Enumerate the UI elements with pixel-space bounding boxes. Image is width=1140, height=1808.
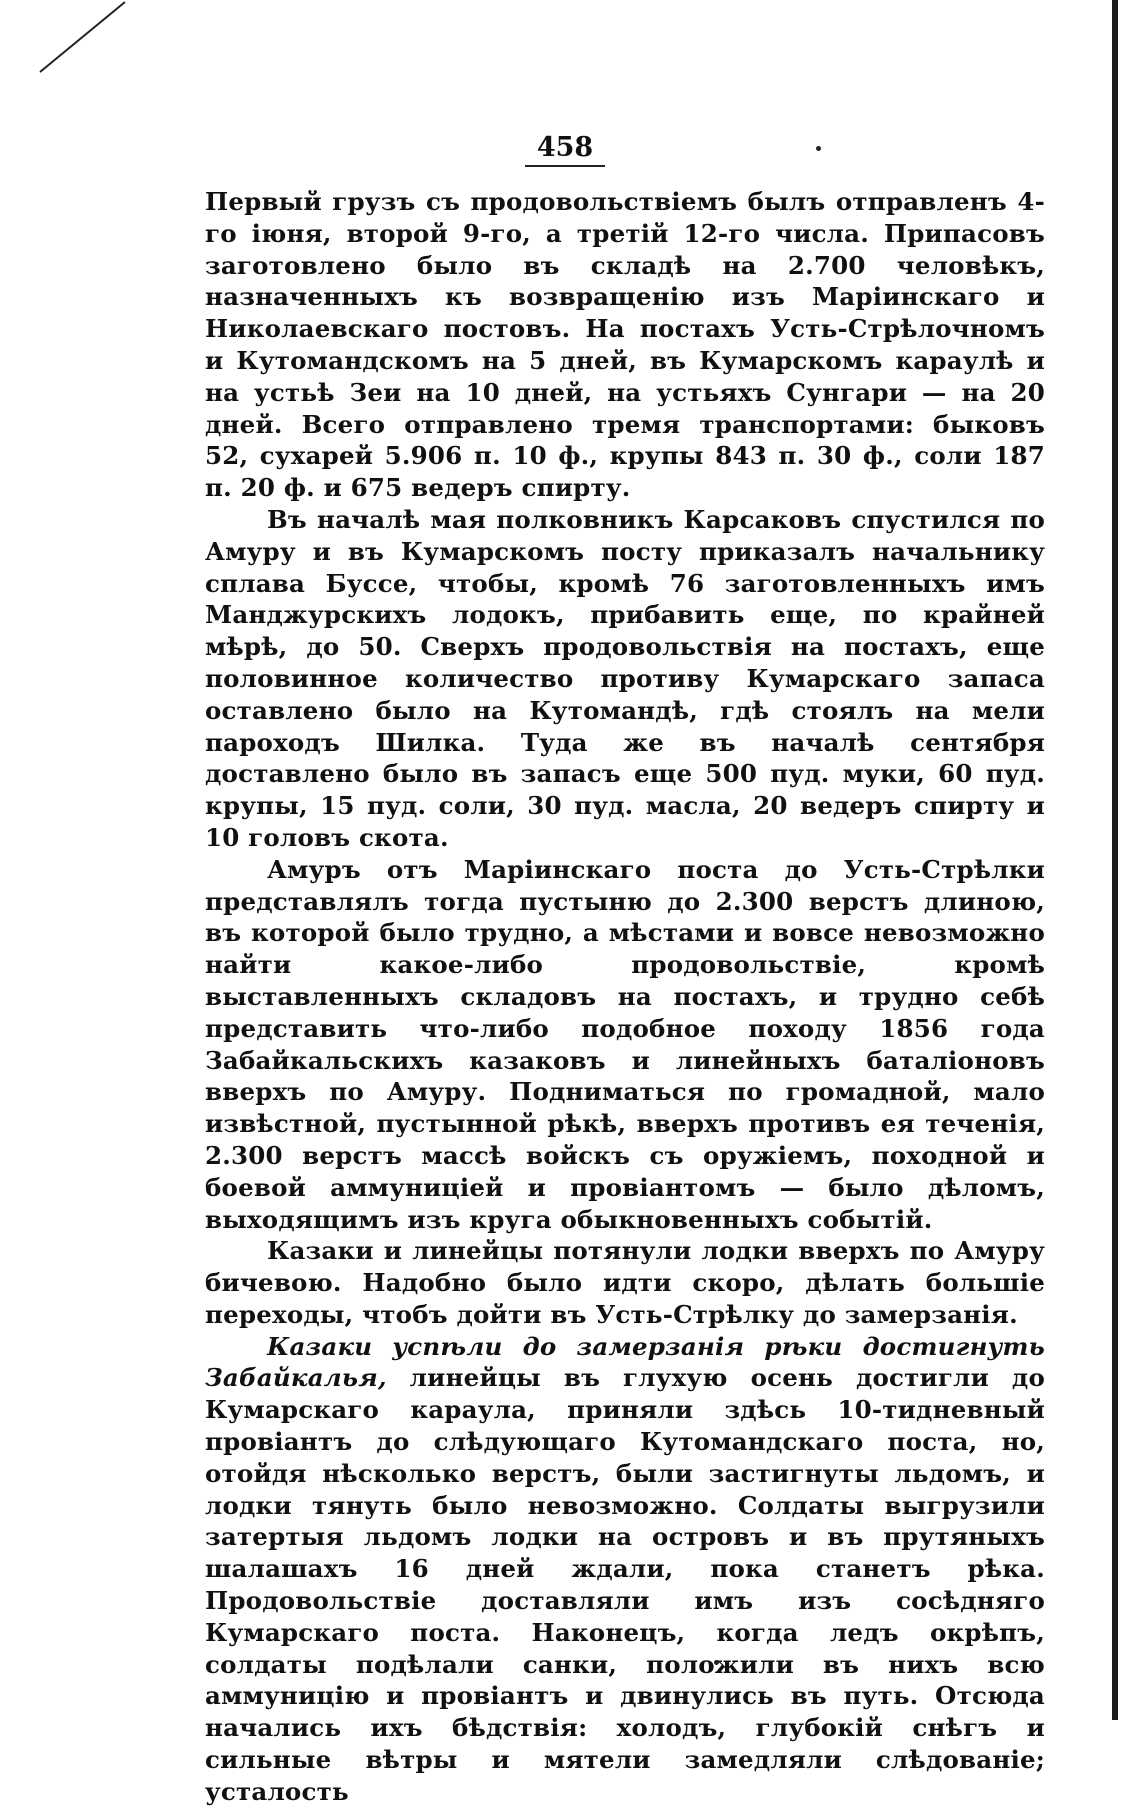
scan-binding-edge: [1112, 0, 1118, 1720]
body-text: [205, 186, 1045, 1808]
page-number-container: [0, 132, 1140, 167]
paragraph: Первый грузъ съ продовольствіемъ былъ отправленъ 4-го іюня, второй 9-го, а третій 12-го числа. Припасовъ заготовлено было въ складѣ на 2.700 человѣкъ, назначенныхъ къ возвращенію изъ Маріинскаго и Николаевскаго постовъ. На постахъ Усть-Стрѣлочномъ и Кутомандскомъ на 5 дней, въ Кумарскомъ караулѣ и на устьѣ Зеи на 10 дней, на устьяхъ Сунгари — на 20 дней. Всего отправлено тремя транспортами: быковъ 52, сухарей 5.906 п. 10 ф., крупы 843 п. 30 ф., соли 187 п. 20 ф. и 675 ведеръ спирту.: [205, 187, 1045, 503]
paragraph: Амуръ отъ Маріинскаго поста до Усть-Стрѣлки представлялъ тогда пустыню до 2.300 верстъ длиною, въ которой было трудно, а мѣстами и вовсе невозможно найти какое-либо продовольствіе, кромѣ выставленныхъ складовъ на постахъ, и трудно себѣ представить что-либо подобное походу 1856 года Забайкальскихъ казаковъ и линейныхъ баталіоновъ вверхъ по Амуру. Подниматься по громадной, мало извѣстной, пустынной рѣкѣ, вверхъ противъ ея теченія, 2.300 верстъ массѣ войскъ съ оружіемъ, походной и боевой аммуниціей и провіантомъ — было дѣломъ, выходящимъ изъ круга обыкновенныхъ событій.: [205, 854, 1045, 1234]
scan-dot: [816, 146, 821, 151]
paragraph-text: линейцы въ глухую осень достигли до Кумарскаго караула, приняли здѣсь 10-тидневный провіантъ до слѣдующаго Кутомандскаго поста, но, отойдя нѣсколько верстъ, были застигнуты льдомъ, и лодки тянуть было невозможно. Солдаты выгрузили затертыя льдомъ лодки на островъ и въ прутяныхъ шалашахъ 16 дней ждали, пока станетъ рѣка. Продовольствіе доставляли имъ изъ сосѣдняго Кумарскаго поста. Наконецъ, когда ледъ окрѣпъ, солдаты подѣлали санки, положили въ нихъ всю аммуницію и провіантъ и двинулись въ путь. Отсюда начались ихъ бѣдствія: холодъ, глубокій снѣгъ и сильные вѣтры и мятели замедляли слѣдованіе; усталость: [205, 1363, 1045, 1806]
paragraph: Казаки и линейцы потянули лодки вверхъ по Амуру бичевою. Надобно было идти скоро, дѣлать большіе переходы, чтобъ дойти въ Усть-Стрѣлку до замерзанія.: [205, 1236, 1045, 1329]
italic-phrase: Казаки успѣли до замерзанія рѣки достигнуть Забайкалья,: [205, 1331, 1045, 1393]
page-number: 458: [525, 132, 605, 167]
scan-corner-line: [30, 0, 130, 80]
paragraph: [205, 1331, 1045, 1808]
paragraph: Въ началѣ мая полковникъ Карсаковъ спустился по Амуру и въ Кумарскомъ посту приказалъ начальнику сплава Буссе, чтобы, кромѣ 76 заготовленныхъ имъ Манджурскихъ лодокъ, прибавить еще, по крайней мѣрѣ, до 50. Сверхъ продовольствія на постахъ, еще половинное количество противу Кумарскаго запаса оставлено было на Кутомандѣ, гдѣ стоялъ на мели пароходъ Шилка. Туда же въ началѣ сентября доставлено было въ запасъ еще 500 пуд. муки, 60 пуд. крупы, 15 пуд. соли, 30 пуд. масла, 20 ведеръ спирту и 10 головъ скота.: [205, 504, 1045, 852]
